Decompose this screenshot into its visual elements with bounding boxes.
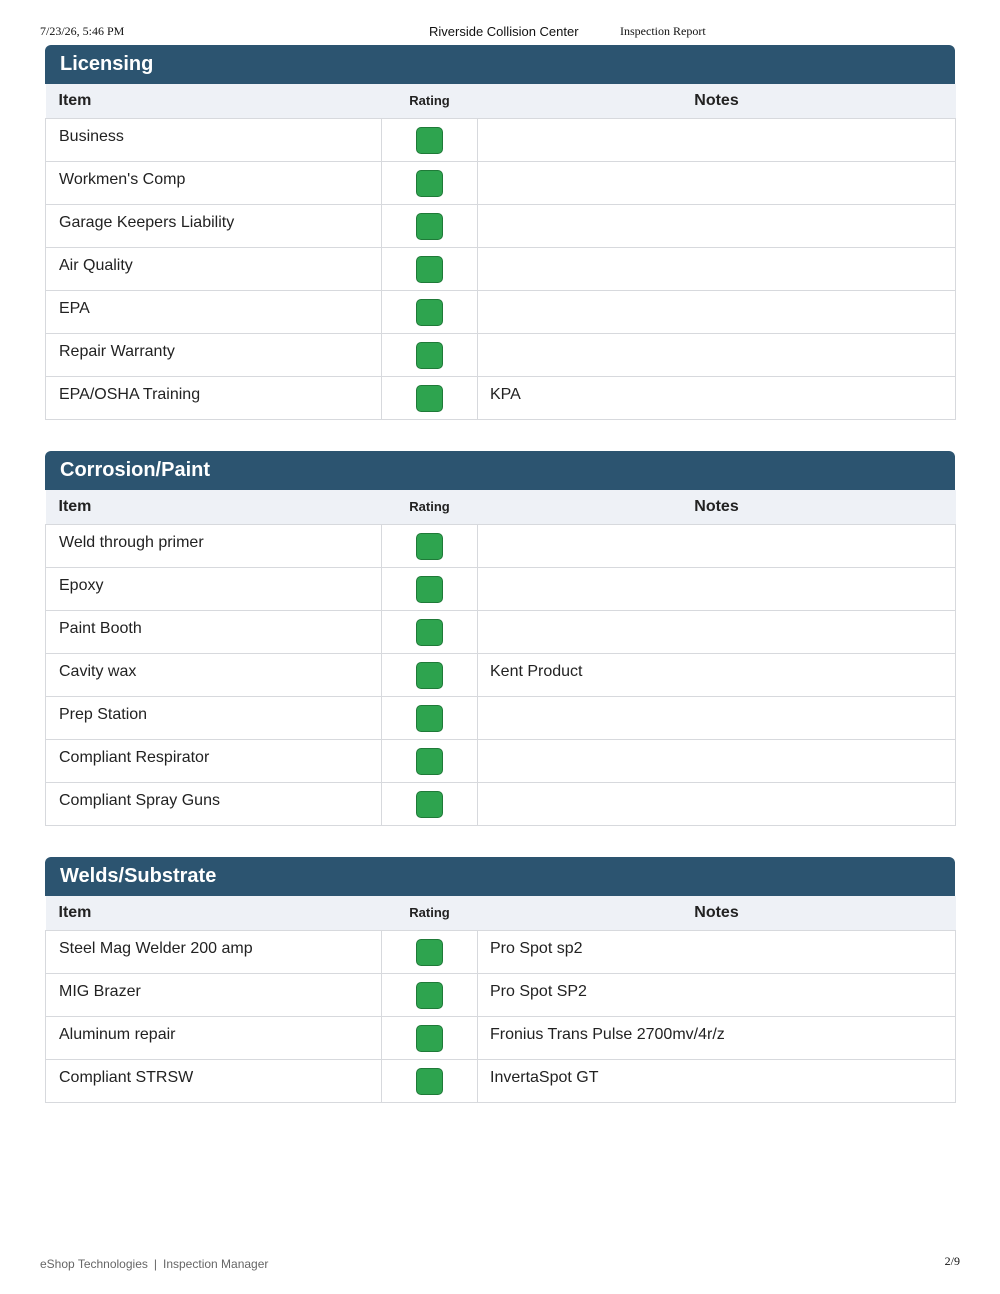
item-name: Prep Station xyxy=(46,696,382,739)
item-name: Air Quality xyxy=(46,247,382,290)
rating-cell xyxy=(382,782,478,825)
table-row xyxy=(46,973,956,1016)
rating-cell xyxy=(382,1059,478,1102)
item-notes: KPA xyxy=(478,376,956,419)
item-notes: Pro Spot sp2 xyxy=(478,930,956,973)
footer-credit xyxy=(40,1257,268,1271)
table-header-row xyxy=(46,490,956,524)
item-name: Workmen's Comp xyxy=(46,161,382,204)
item-name: EPA/OSHA Training xyxy=(46,376,382,419)
column-header-item: Item xyxy=(46,490,382,524)
item-notes xyxy=(478,696,956,739)
item-notes xyxy=(478,524,956,567)
column-header-item: Item xyxy=(46,84,382,118)
item-name: Business xyxy=(46,118,382,161)
item-notes xyxy=(478,567,956,610)
item-name: Compliant STRSW xyxy=(46,1059,382,1102)
rating-pass-indicator xyxy=(416,1068,443,1095)
table-row xyxy=(46,739,956,782)
item-name: Paint Booth xyxy=(46,610,382,653)
item-notes xyxy=(478,118,956,161)
item-name: Repair Warranty xyxy=(46,333,382,376)
print-datetime: 7/23/26, 5:46 PM xyxy=(40,24,125,38)
rating-cell xyxy=(382,610,478,653)
print-header xyxy=(40,24,970,42)
shop-name: Riverside Collision Center xyxy=(429,24,579,39)
table-header-row xyxy=(46,84,956,118)
table-row xyxy=(46,333,956,376)
rating-cell xyxy=(382,930,478,973)
item-notes: Pro Spot SP2 xyxy=(478,973,956,1016)
item-name: Compliant Respirator xyxy=(46,739,382,782)
rating-pass-indicator xyxy=(416,1025,443,1052)
item-notes xyxy=(478,333,956,376)
table-row xyxy=(46,204,956,247)
column-header-item: Item xyxy=(46,896,382,930)
rating-pass-indicator xyxy=(416,705,443,732)
rating-pass-indicator xyxy=(416,170,443,197)
table-row xyxy=(46,696,956,739)
column-header-notes: Notes xyxy=(478,896,956,930)
item-notes: Fronius Trans Pulse 2700mv/4r/z xyxy=(478,1016,956,1059)
table-row xyxy=(46,376,956,419)
table-row xyxy=(46,290,956,333)
report-title: Inspection Report xyxy=(620,24,706,38)
footer-product: Inspection Manager xyxy=(163,1257,269,1271)
rating-pass-indicator xyxy=(416,748,443,775)
footer-separator: | xyxy=(153,1257,157,1271)
rating-cell xyxy=(382,376,478,419)
rating-pass-indicator xyxy=(416,342,443,369)
rating-cell xyxy=(382,739,478,782)
item-name: Weld through primer xyxy=(46,524,382,567)
rating-cell xyxy=(382,653,478,696)
item-notes: InvertaSpot GT xyxy=(478,1059,956,1102)
section-title: Licensing xyxy=(45,45,955,84)
rating-pass-indicator xyxy=(416,939,443,966)
table-row xyxy=(46,782,956,825)
column-header-notes: Notes xyxy=(478,490,956,524)
table-row xyxy=(46,653,956,696)
rating-pass-indicator xyxy=(416,791,443,818)
rating-cell xyxy=(382,524,478,567)
section-title: Welds/Substrate xyxy=(45,857,955,896)
inspection-table xyxy=(45,896,956,1103)
table-row xyxy=(46,610,956,653)
column-header-notes: Notes xyxy=(478,84,956,118)
inspection-table xyxy=(45,490,956,826)
rating-pass-indicator xyxy=(416,256,443,283)
rating-pass-indicator xyxy=(416,662,443,689)
item-notes xyxy=(478,739,956,782)
table-header-row xyxy=(46,896,956,930)
item-name: Cavity wax xyxy=(46,653,382,696)
rating-pass-indicator xyxy=(416,127,443,154)
item-notes xyxy=(478,161,956,204)
rating-cell xyxy=(382,1016,478,1059)
item-name: Aluminum repair xyxy=(46,1016,382,1059)
item-name: EPA xyxy=(46,290,382,333)
rating-cell xyxy=(382,204,478,247)
item-notes xyxy=(478,782,956,825)
table-row xyxy=(46,161,956,204)
footer-company: eShop Technologies xyxy=(40,1257,148,1271)
rating-cell xyxy=(382,290,478,333)
rating-pass-indicator xyxy=(416,576,443,603)
inspection-table xyxy=(45,84,956,420)
table-row xyxy=(46,247,956,290)
page-number: 2/9 xyxy=(944,1254,960,1268)
table-row xyxy=(46,930,956,973)
rating-pass-indicator xyxy=(416,533,443,560)
item-notes xyxy=(478,610,956,653)
column-header-rating: Rating xyxy=(382,896,478,930)
rating-cell xyxy=(382,118,478,161)
item-notes xyxy=(478,247,956,290)
rating-cell xyxy=(382,247,478,290)
section-welds-substrate xyxy=(45,857,955,1103)
rating-cell xyxy=(382,161,478,204)
item-notes xyxy=(478,204,956,247)
section-corrosion-paint xyxy=(45,451,955,826)
item-name: Steel Mag Welder 200 amp xyxy=(46,930,382,973)
column-header-rating: Rating xyxy=(382,84,478,118)
item-name: Garage Keepers Liability xyxy=(46,204,382,247)
item-name: MIG Brazer xyxy=(46,973,382,1016)
rating-pass-indicator xyxy=(416,385,443,412)
rating-cell xyxy=(382,973,478,1016)
item-notes xyxy=(478,290,956,333)
table-row xyxy=(46,1016,956,1059)
table-row xyxy=(46,118,956,161)
section-title: Corrosion/Paint xyxy=(45,451,955,490)
section-licensing xyxy=(45,45,955,420)
table-row xyxy=(46,567,956,610)
table-row xyxy=(46,1059,956,1102)
rating-cell xyxy=(382,696,478,739)
item-name: Compliant Spray Guns xyxy=(46,782,382,825)
rating-pass-indicator xyxy=(416,299,443,326)
rating-cell xyxy=(382,567,478,610)
rating-pass-indicator xyxy=(416,619,443,646)
rating-pass-indicator xyxy=(416,213,443,240)
table-row xyxy=(46,524,956,567)
item-notes: Kent Product xyxy=(478,653,956,696)
rating-cell xyxy=(382,333,478,376)
rating-pass-indicator xyxy=(416,982,443,1009)
column-header-rating: Rating xyxy=(382,490,478,524)
item-name: Epoxy xyxy=(46,567,382,610)
